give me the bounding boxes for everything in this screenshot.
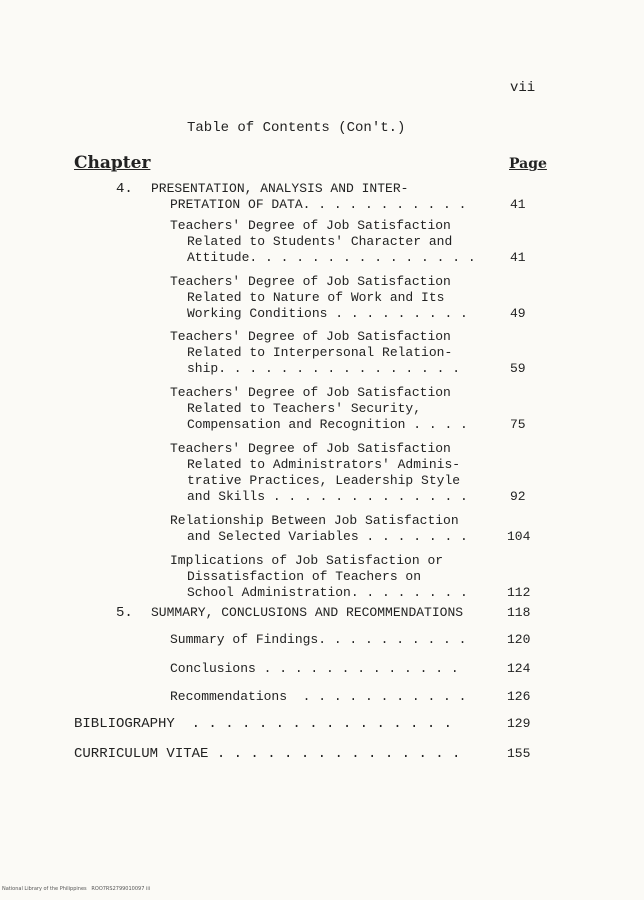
- page-ref: 104: [507, 529, 531, 544]
- entry-line: ship. . . . . . . . . . . . . . . .: [187, 361, 461, 376]
- page-ref: 92: [510, 489, 526, 504]
- chapter-number: 4.: [116, 181, 133, 197]
- entry-line: Implications of Job Satisfaction or: [170, 553, 444, 568]
- entry-line: Summary of Findings. . . . . . . . . .: [170, 632, 467, 647]
- page-number: vii: [510, 80, 536, 96]
- chapter-title-line: PRETATION OF DATA. . . . . . . . . . .: [170, 197, 467, 212]
- entry-line: Conclusions . . . . . . . . . . . . .: [170, 661, 459, 676]
- entry-line: Recommendations . . . . . . . . . . .: [170, 689, 467, 704]
- entry-line: Teachers' Degree of Job Satisfaction: [170, 385, 451, 400]
- entry-line: trative Practices, Leadership Style: [187, 473, 461, 488]
- chapter-column-header: Chapter: [74, 153, 151, 173]
- page-ref: 49: [510, 306, 526, 321]
- page-ref: 120: [507, 632, 531, 647]
- page-ref: 124: [507, 661, 531, 676]
- entry-line: and Selected Variables . . . . . . .: [187, 529, 468, 544]
- page-ref: 155: [507, 746, 531, 761]
- page-ref: 41: [510, 197, 526, 212]
- page-ref: 126: [507, 689, 531, 704]
- page-ref: 118: [507, 605, 531, 620]
- entry-line: Related to Students' Character and: [187, 234, 453, 249]
- page-ref: 112: [507, 585, 531, 600]
- entry-line: CURRICULUM VITAE . . . . . . . . . . . . . . .: [74, 746, 461, 762]
- page-ref: 129: [507, 716, 531, 731]
- entry-line: School Administration. . . . . . . .: [187, 585, 468, 600]
- chapter-title-line: PRESENTATION, ANALYSIS AND INTER-: [151, 181, 409, 196]
- page-ref: 59: [510, 361, 526, 376]
- entry-line: Related to Interpersonal Relation-: [187, 345, 453, 360]
- page-column-header: Page: [509, 156, 547, 172]
- entry-line: Attitude. . . . . . . . . . . . . . .: [187, 250, 476, 265]
- entry-line: Working Conditions . . . . . . . . .: [187, 306, 468, 321]
- entry-line: Teachers' Degree of Job Satisfaction: [170, 218, 451, 233]
- entry-line: Compensation and Recognition . . . .: [187, 417, 468, 432]
- page-ref: 75: [510, 417, 526, 432]
- entry-line: Teachers' Degree of Job Satisfaction: [170, 441, 451, 456]
- entry-line: Related to Teachers' Security,: [187, 401, 422, 416]
- entry-line: BIBLIOGRAPHY . . . . . . . . . . . . . . . .: [74, 716, 453, 732]
- page-title: Table of Contents (Con't.): [187, 120, 406, 136]
- entry-line: Related to Nature of Work and Its: [187, 290, 445, 305]
- scan-footer: National Library of the Philippines ROO7RS2799010097 iii: [2, 886, 151, 892]
- entry-line: and Skills . . . . . . . . . . . . .: [187, 489, 468, 504]
- entry-line: Related to Administrators' Adminis-: [187, 457, 461, 472]
- entry-line: Relationship Between Job Satisfaction: [170, 513, 459, 528]
- entry-line: Dissatisfaction of Teachers on: [187, 569, 422, 584]
- entry-line: Teachers' Degree of Job Satisfaction: [170, 329, 451, 344]
- chapter-number: 5.: [116, 605, 133, 621]
- page-ref: 41: [510, 250, 526, 265]
- chapter-title-line: SUMMARY, CONCLUSIONS AND RECOMMENDATIONS: [151, 605, 464, 620]
- entry-line: Teachers' Degree of Job Satisfaction: [170, 274, 451, 289]
